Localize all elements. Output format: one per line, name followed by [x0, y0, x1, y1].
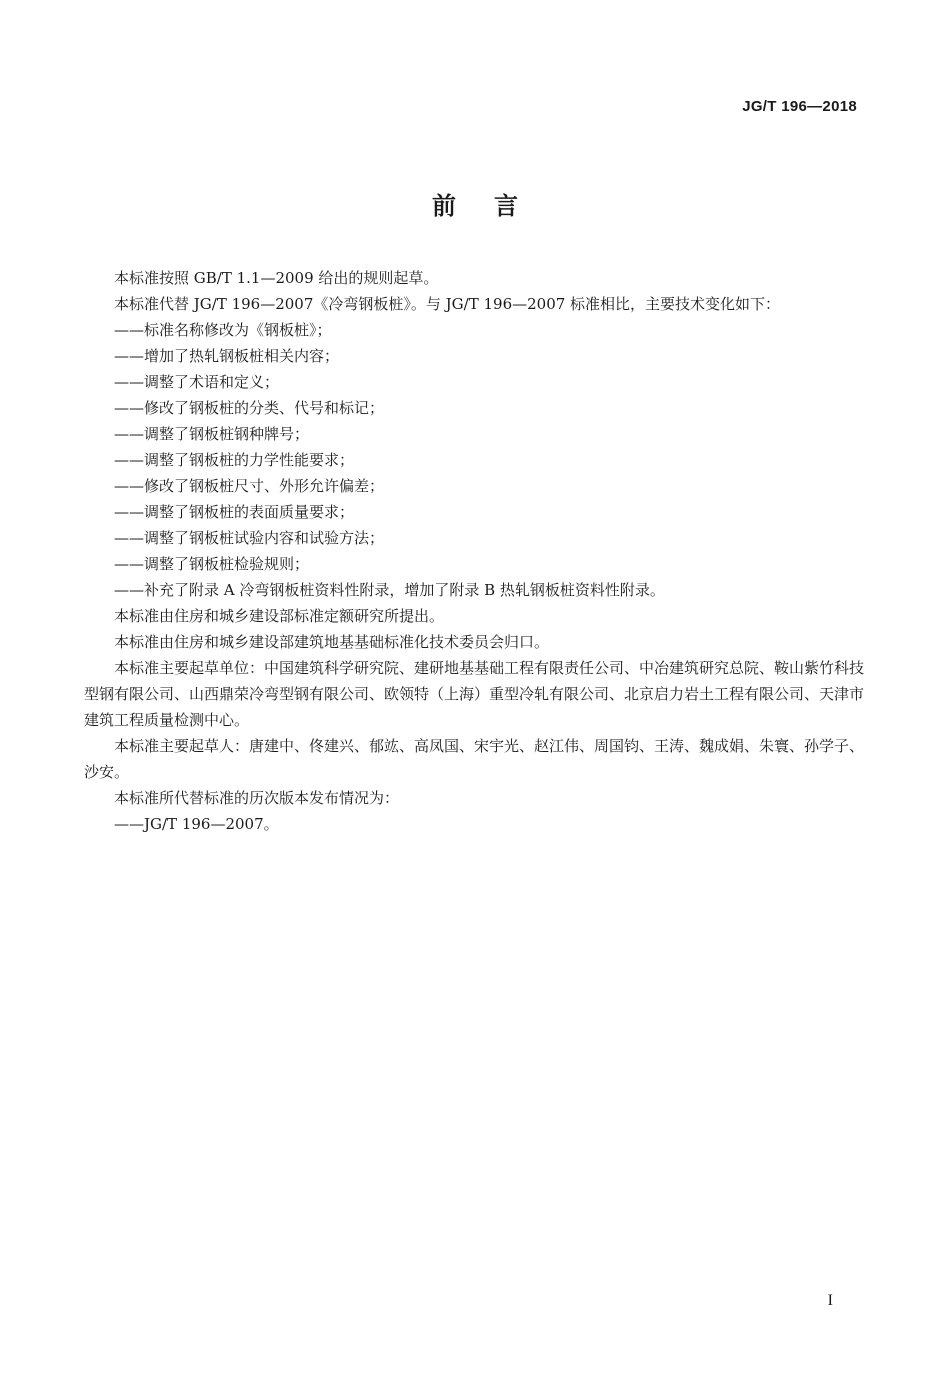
document-body	[84, 265, 864, 837]
change-list	[84, 317, 864, 603]
list-item: ——调整了术语和定义；	[114, 373, 280, 391]
list-item: ——修改了钢板桩的分类、代号和标记；	[114, 399, 385, 417]
list-item: ——补充了附录 A 冷弯钢板桩资料性附录，增加了附录 B 热轧钢板桩资料性附录。	[114, 581, 665, 599]
list-item: ——调整了钢板桩钢种牌号；	[114, 425, 310, 443]
list-item: ——调整了钢板桩的力学性能要求；	[114, 451, 355, 469]
list-item: ——增加了热轧钢板桩相关内容；	[114, 347, 340, 365]
list-item: ——JG/T 196—2007。	[114, 815, 279, 833]
page-title: 前言	[432, 192, 556, 220]
list-item: ——调整了钢板桩检验规则；	[114, 555, 310, 573]
list-item: ——修改了钢板桩尺寸、外形允许偏差；	[114, 477, 385, 495]
paragraph-proposer: 本标准由住房和城乡建设部标准定额研究所提出。	[114, 607, 445, 625]
paragraph-replacement: 本标准代替 JG/T 196—2007《冷弯钢板桩》。与 JG/T 196—2007 标准相比，主要技术变化如下：	[114, 295, 781, 313]
paragraph-version-history: 本标准所代替标准的历次版本发布情况为：	[114, 789, 400, 807]
list-item: ——标准名称修改为《钢板桩》；	[114, 321, 332, 339]
paragraph-technical-committee: 本标准由住房和城乡建设部建筑地基基础标准化技术委员会归口。	[114, 633, 550, 651]
paragraph-drafters: 本标准主要起草人：唐建中、佟建兴、郁竑、高凤国、宋宇光、赵江伟、周国钧、王涛、魏成娟、朱寰、孙学子、沙安。	[84, 737, 865, 781]
list-item: ——调整了钢板桩试验内容和试验方法；	[114, 529, 385, 547]
paragraph-drafting-units: 本标准主要起草单位：中国建筑科学研究院、建研地基基础工程有限责任公司、中冶建筑研究总院、鞍山紫竹科技型钢有限公司、山西鼎荣冷弯型钢有限公司、欧领特（上海）重型冷轧有限公司、北京启力岩土工程有限公司、天津市建筑工程质量检测中心。	[84, 659, 865, 729]
standard-code: JG/T 196—2018	[742, 98, 857, 115]
page-number: I	[827, 1292, 833, 1309]
list-item: ——调整了钢板桩的表面质量要求；	[114, 503, 355, 521]
paragraph-drafting-rules: 本标准按照 GB/T 1.1—2009 给出的规则起草。	[114, 269, 439, 287]
